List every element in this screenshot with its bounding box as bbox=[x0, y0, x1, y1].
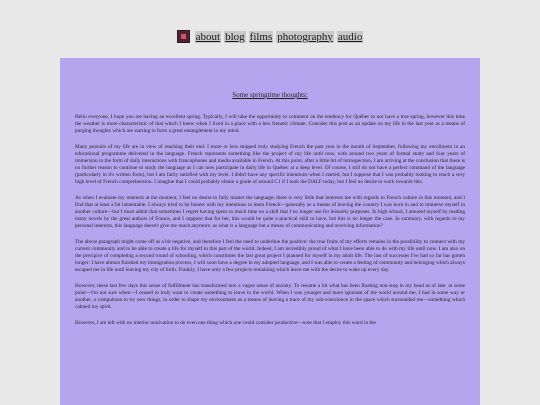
post-paragraph: As when I evaluate my interests at the moment, I feel no desire to fully master the language; there is very little that interests me with regards to French culture in this moment, and I find that at least a bit lamentable. I always tried to be honest with my intentions to learn French—generally as a means of leaving the country I was born in and to immerse myself in another culture—but I must admit that sometimes I regret having spent so much time on a skill that I no longer use for leisurely purposes. In high school, I amused myself by reading many novels by the great authors of France, and I suppose that for her, this would be quite a practical skill to have, but this is no longer the case. In summary, with regards to my personal interests, this language doesn't give me much anymore, as what is a language but a means of communicating and receiving information? bbox=[75, 195, 465, 229]
site-logo-icon[interactable] bbox=[177, 30, 190, 43]
post-paragraph: The above paragraph might come off as a bit negative, and therefore I feel the need to underline the positive: the true fruits of my efforts remains in the possibility to connect with my current community and to be able to create a life for myself in this part of the world. Indeed, I am incredibly proud of what I have been able to do with my life until now. I am also on the precipice of completing a second round of schooling, which constitutes the last great project I planned for myself in my adult life. The last of successes I've had so far has gotten longer: I have almost finished my immigration process, I will soon have a degree in my adopted language, and I was able to create a feeling of community and belonging which always escaped me in life until leaving my city of birth. Frankly, I have only a few projects remaining which leave me with the desire to wake up every day. bbox=[75, 239, 465, 273]
nav-link-blog[interactable]: blog bbox=[225, 30, 245, 43]
nav-link-audio[interactable]: audio bbox=[337, 30, 363, 43]
nav-link-photography[interactable]: photography bbox=[277, 30, 333, 43]
post-paragraph: Many pursuits of my life are in view of reaching their end. I more or less stopped truly studying French the past year in the month of September, following my enrollment in an educational programme delivered in the language. French represents something like the project of my life until now, with around two years of formal study and four years of immersion in the form of daily interactions with francophones and media available in French. At this point, after a little bit of introspection, I am arriving at the conclusion that there is no further reason to continue to study the language as I can now participate in daily life in Québec at a deep level. Of course, I still do not have a perfect command of the language (particularly in it's written form), but I am fairly satisfied with my level. I didn't have any specific intentions when I started, but I suppose that I was probably looking to reach a very high level of French comprehension. I imagine that I could probably obtain a grade of around C1 if I took the DALF today, but I feel no desire to work towards this. bbox=[75, 144, 465, 185]
post-paragraph: However, these last few days this sense of fulfillment has transformed into a vague sense of anxiety. To resume a bit what has been floating non-stop in my head as of late: at some point—I'm not sure when—I ceased to truly want to create something to leave in the world. When I was younger and more ignorant of the world around me, I had in some way or another, a compulsion to try new things, in order to shape my environment as a means of leaving a trace of my sub-conscience in the space which surrounded me—something which calmed my spirit. bbox=[75, 283, 465, 310]
site-nav bbox=[0, 30, 540, 43]
post-title: Some springtime thoughts: bbox=[232, 91, 308, 99]
post-paragraph: However, I am left with no interior motivation to do even one thing which one could consider productive—note that I employ this word in the bbox=[75, 320, 376, 326]
nav-link-films[interactable]: films bbox=[249, 30, 273, 43]
nav-link-about[interactable]: about bbox=[195, 30, 221, 43]
post-body bbox=[75, 114, 465, 336]
post-paragraph: Hello everyone, I hope you are having an excellent spring. Typically, I will take the opportunity to comment on the tendency for Québec to not have a true spring, however this time the weather is more characteristic of that which I knew when I lived in a place with a less frenetic climate. Consider this post as an update on my life in the last year as a means of purging thoughts which are starting to form a great entanglement in my mind. bbox=[75, 114, 465, 134]
post-panel bbox=[60, 58, 480, 405]
